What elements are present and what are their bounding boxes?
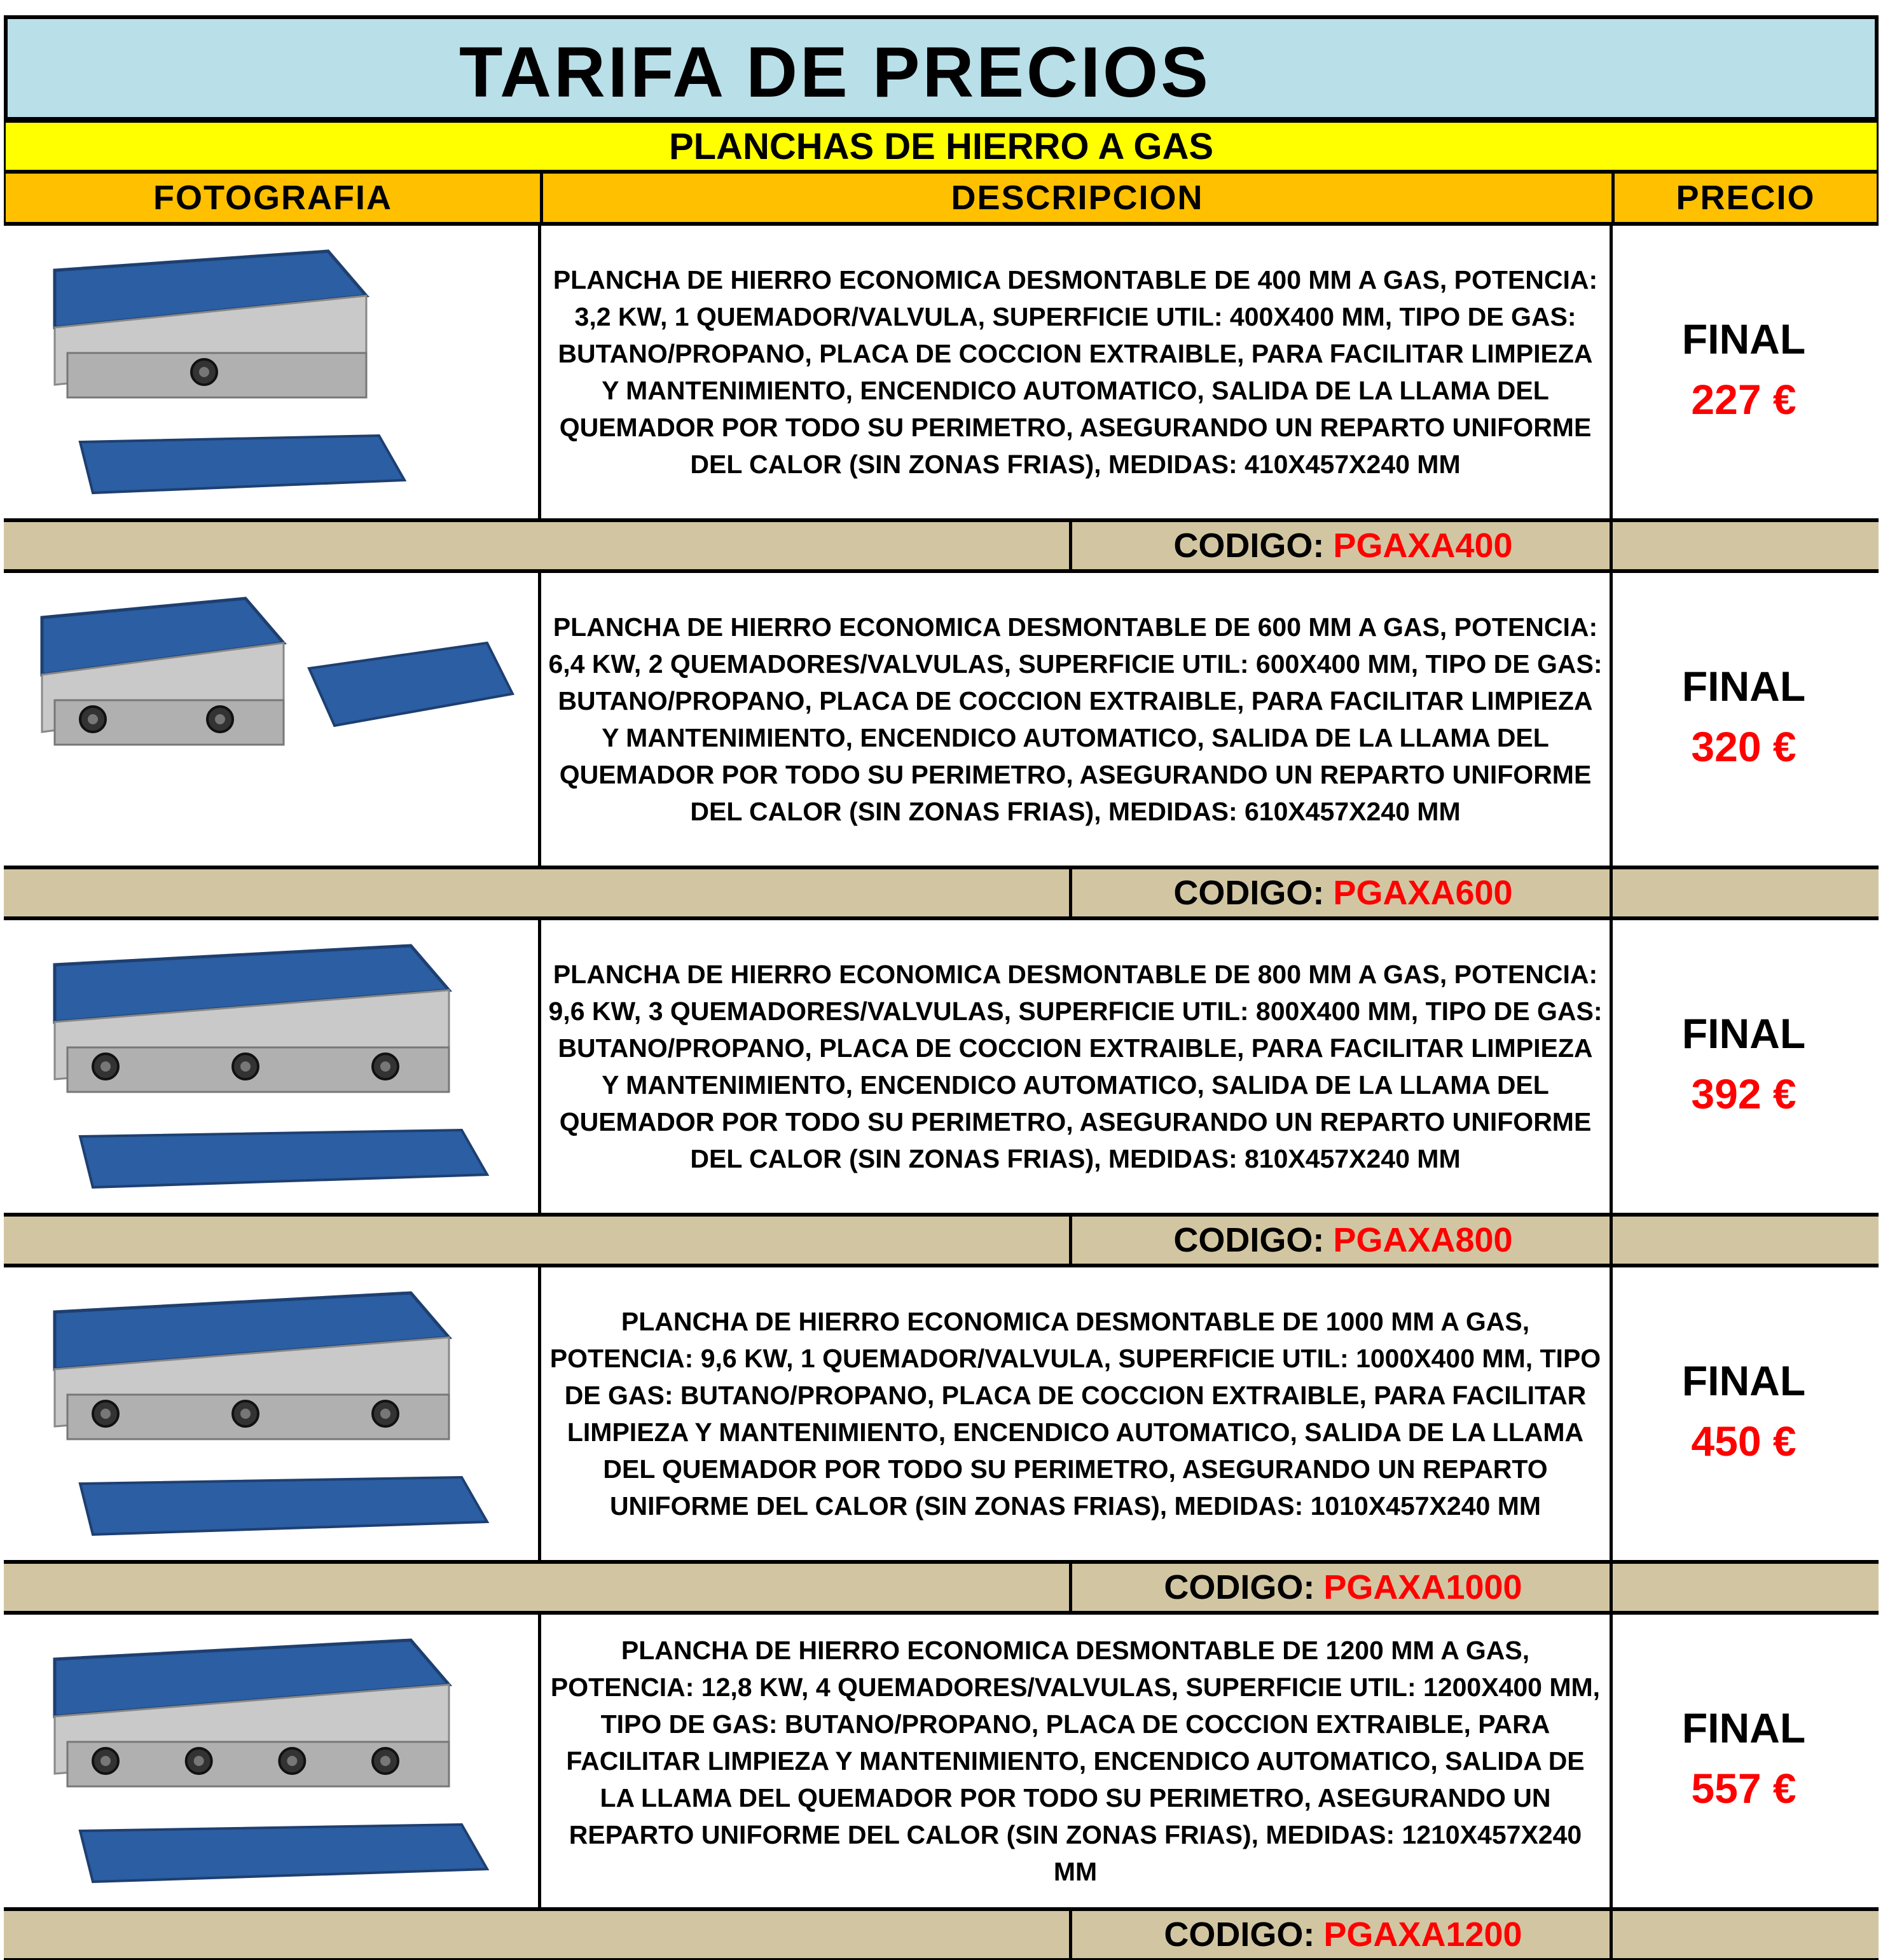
product-photo <box>4 573 538 866</box>
table-header <box>4 172 1879 224</box>
product-description: PLANCHA DE HIERRO ECONOMICA DESMONTABLE DE 1000 MM A GAS, POTENCIA: 9,6 KW, 1 QUEMADOR/VALVULA, SUPERFICIE UTIL: 1000X400 MM, TIPO DE GAS: BUTANO/PROPANO, PLACA DE COCCION EXTRAIBLE, PARA FACILITAR LIMPIEZA Y MANTENIMIENTO, ENCENDICO AUTOMATICO, SALIDA DE LA LLAMA DEL QUEMADOR POR TODO SU PERIMETRO, ASEGURANDO UN REPARTO UNIFORME DEL CALOR (SIN ZONAS FRIAS), MEDIDAS: 1010X457X240 MM <box>549 1307 1601 1521</box>
code-label: CODIGO: <box>1173 874 1325 912</box>
price-value: 227 € <box>1691 376 1797 423</box>
category-title: PLANCHAS DE HIERRO A GAS <box>4 121 1879 172</box>
product-price-cell <box>1613 1267 1875 1560</box>
product-row <box>4 571 1879 867</box>
price-label: FINAL <box>1681 1704 1806 1751</box>
product-code-row <box>4 1215 1879 1266</box>
product-row <box>4 1266 1879 1562</box>
code-label: CODIGO: <box>1164 1568 1315 1606</box>
product-row <box>4 918 1879 1215</box>
product-photo <box>4 226 538 518</box>
product-photo <box>4 1267 538 1560</box>
price-value: 392 € <box>1691 1070 1797 1117</box>
product-description: PLANCHA DE HIERRO ECONOMICA DESMONTABLE DE 800 MM A GAS, POTENCIA: 9,6 KW, 3 QUEMADORES/VALVULAS, SUPERFICIE UTIL: 800X400 MM, TIPO DE GAS: BUTANO/PROPANO, PLACA DE COCCION EXTRAIBLE, PARA FACILITAR LIMPIEZA Y MANTENIMIENTO, ENCENDICO AUTOMATICO, SALIDA DE LA LLAMA DEL QUEMADOR POR TODO SU PERIMETRO, ASEGURANDO UN REPARTO UNIFORME DEL CALOR (SIN ZONAS FRIAS), MEDIDAS: 810X457X240 MM <box>548 960 1603 1173</box>
product-code-row <box>4 1562 1879 1613</box>
column-divider <box>1610 1911 1613 1958</box>
column-divider <box>1610 869 1613 916</box>
price-label: FINAL <box>1681 1010 1806 1057</box>
product-code <box>1072 869 1614 916</box>
column-header-photo: FOTOGRAFIA <box>153 179 392 217</box>
product-code <box>1072 1911 1614 1958</box>
product-photo <box>4 920 538 1213</box>
code-value: PGAXA600 <box>1333 874 1513 912</box>
code-value: PGAXA1000 <box>1323 1568 1522 1606</box>
product-description: PLANCHA DE HIERRO ECONOMICA DESMONTABLE DE 1200 MM A GAS, POTENCIA: 12,8 KW, 4 QUEMADORES/VALVULAS, SUPERFICIE UTIL: 1200X400 MM, TIPO DE GAS: BUTANO/PROPANO, PLACA DE COCCION EXTRAIBLE, PARA FACILITAR LIMPIEZA Y MANTENIMIENTO, ENCENDICO AUTOMATICO, SALIDA DE LA LLAMA DEL QUEMADOR POR TODO SU PERIMETRO, ASEGURANDO UN REPARTO UNIFORME DEL CALOR (SIN ZONAS FRIAS), MEDIDAS: 1210X457X240 MM <box>550 1636 1601 1886</box>
column-header-description: DESCRIPCION <box>951 179 1204 217</box>
product-row <box>4 224 1879 520</box>
product-price-cell <box>1613 1615 1875 1907</box>
price-label: FINAL <box>1681 315 1806 362</box>
product-price-cell <box>1613 226 1875 518</box>
code-label: CODIGO: <box>1164 1915 1315 1954</box>
product-code-row <box>4 867 1879 918</box>
column-divider <box>1610 1217 1613 1264</box>
price-label: FINAL <box>1681 1357 1806 1404</box>
column-divider <box>1610 1564 1613 1611</box>
column-header-price: PRECIO <box>1676 179 1816 217</box>
code-value: PGAXA800 <box>1333 1221 1513 1259</box>
code-value: PGAXA1200 <box>1323 1915 1522 1954</box>
product-code <box>1072 1564 1614 1611</box>
code-value: PGAXA400 <box>1333 527 1513 565</box>
price-value: 320 € <box>1691 723 1797 770</box>
page-title: TARIFA DE PRECIOS <box>459 32 1211 112</box>
column-divider <box>1610 522 1613 569</box>
price-value: 450 € <box>1691 1418 1797 1465</box>
code-label: CODIGO: <box>1173 527 1325 565</box>
product-code-row <box>4 520 1879 571</box>
product-price-cell <box>1613 920 1875 1213</box>
product-code-row <box>4 1909 1879 1960</box>
title-banner <box>4 15 1879 121</box>
product-code <box>1072 522 1614 569</box>
product-photo <box>4 1615 538 1907</box>
price-label: FINAL <box>1681 663 1806 710</box>
product-code <box>1072 1217 1614 1264</box>
product-description: PLANCHA DE HIERRO ECONOMICA DESMONTABLE DE 600 MM A GAS, POTENCIA: 6,4 KW, 2 QUEMADORES/VALVULAS, SUPERFICIE UTIL: 600X400 MM, TIPO DE GAS: BUTANO/PROPANO, PLACA DE COCCION EXTRAIBLE, PARA FACILITAR LIMPIEZA Y MANTENIMIENTO, ENCENDICO AUTOMATICO, SALIDA DE LA LLAMA DEL QUEMADOR POR TODO SU PERIMETRO, ASEGURANDO UN REPARTO UNIFORME DEL CALOR (SIN ZONAS FRIAS), MEDIDAS: 610X457X240 MM <box>548 612 1603 826</box>
product-price-cell <box>1613 573 1875 866</box>
code-label: CODIGO: <box>1173 1221 1325 1259</box>
product-row <box>4 1613 1879 1909</box>
price-value: 557 € <box>1691 1765 1797 1812</box>
product-description: PLANCHA DE HIERRO ECONOMICA DESMONTABLE DE 400 MM A GAS, POTENCIA: 3,2 KW, 1 QUEMADOR/VALVULA, SUPERFICIE UTIL: 400X400 MM, TIPO DE GAS: BUTANO/PROPANO, PLACA DE COCCION EXTRAIBLE, PARA FACILITAR LIMPIEZA Y MANTENIMIENTO, ENCENDICO AUTOMATICO, SALIDA DE LA LLAMA DEL QUEMADOR POR TODO SU PERIMETRO, ASEGURANDO UN REPARTO UNIFORME DEL CALOR (SIN ZONAS FRIAS), MEDIDAS: 410X457X240 MM <box>553 265 1598 479</box>
